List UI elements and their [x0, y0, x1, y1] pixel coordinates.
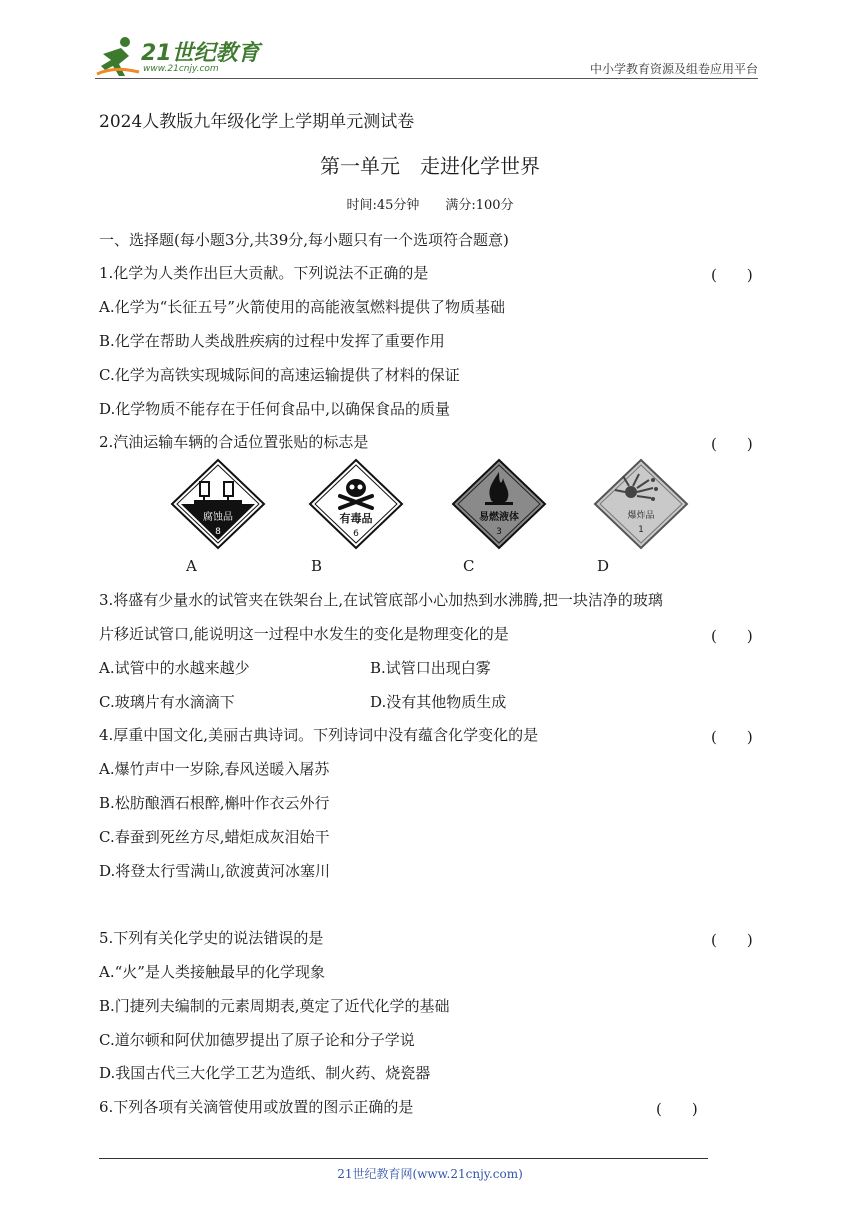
question-1-option-c: C.化学为高铁实现城际间的高速运输提供了材料的保证 — [99, 366, 460, 384]
site-logo — [95, 34, 265, 78]
question-3-option-d: D.没有其他物质生成 — [370, 693, 507, 711]
question-5-option-a: A.“火”是人类接触最早的化学现象 — [99, 963, 325, 981]
question-3-option-a: A.试管中的水越来越少 — [99, 659, 250, 677]
sign-label-a: A — [186, 557, 197, 575]
question-5-option-b: B.门捷列夫编制的元素周期表,奠定了近代化学的基础 — [99, 997, 450, 1015]
platform-name: 中小学教育资源及组卷应用平台 — [589, 62, 758, 76]
sign-label-d: D — [597, 557, 610, 575]
logo-url: www.21cnjy.com — [143, 64, 219, 74]
footer-divider — [99, 1158, 708, 1159]
sign-b-text: 有毒品 — [339, 512, 373, 525]
sign-a-number: 8 — [215, 527, 221, 537]
page-header — [95, 28, 758, 80]
question-5-stem: 5.下列有关化学史的说法错误的是 — [99, 929, 324, 947]
corrosive-sign-icon — [170, 458, 266, 550]
question-5-option-d: D.我国古代三大化学工艺为造纸、制火药、烧瓷器 — [99, 1064, 431, 1082]
toxic-sign-icon — [308, 458, 404, 550]
question-4-option-b: B.松肪酿酒石根醉,槲叶作衣云外行 — [99, 794, 330, 812]
sign-d-number: 1 — [638, 525, 644, 535]
question-3-option-c: C.玻璃片有水滴滴下 — [99, 693, 235, 711]
question-3-stem-line2: 片移近试管口,能说明这一过程中水发生的变化是物理变化的是 — [99, 625, 509, 643]
answer-blank: ( ) — [711, 266, 753, 284]
runner-logo-icon — [95, 34, 141, 78]
answer-blank: ( ) — [711, 728, 753, 746]
sign-b-number: 6 — [353, 529, 359, 539]
question-4-option-c: C.春蚕到死丝方尽,蜡炬成灰泪始干 — [99, 828, 330, 846]
question-4-option-a: A.爆竹声中一岁除,春风送暖入屠苏 — [99, 760, 330, 778]
sign-label-c: C — [463, 557, 475, 575]
sign-a-text: 腐蚀品 — [203, 512, 233, 523]
question-2-stem: 2.汽油运输车辆的合适位置张贴的标志是 — [99, 433, 369, 451]
question-1-option-a: A.化学为“长征五号”火箭使用的高能液氢燃料提供了物质基础 — [99, 298, 505, 316]
question-4-option-d: D.将登太行雪满山,欲渡黄河冰塞川 — [99, 862, 331, 880]
hazard-signs — [170, 458, 700, 550]
question-4-stem: 4.厚重中国文化,美丽古典诗词。下列诗词中没有蕴含化学变化的是 — [99, 726, 539, 744]
question-5-option-c: C.道尔顿和阿伏加德罗提出了原子论和分子学说 — [99, 1031, 415, 1049]
section-heading: 一、选择题(每小题3分,共39分,每小题只有一个选项符合题意) — [99, 231, 509, 249]
header-divider — [95, 78, 758, 79]
sign-d-text: 爆炸品 — [627, 511, 655, 521]
explosive-sign-icon — [593, 458, 689, 550]
answer-blank: ( ) — [656, 1100, 698, 1118]
answer-blank: ( ) — [711, 931, 753, 949]
footer-text: 21世纪教育网(www.21cnjy.com) — [337, 1167, 523, 1181]
flammable-liquid-sign-icon — [451, 458, 547, 550]
question-1-stem: 1.化学为人类作出巨大贡献。下列说法不正确的是 — [99, 264, 429, 282]
answer-blank: ( ) — [711, 627, 753, 645]
exam-time-score: 时间:45分钟 满分:100分 — [346, 198, 514, 213]
logo-text: 21世纪教育 — [141, 41, 260, 66]
question-6-stem: 6.下列各项有关滴管使用或放置的图示正确的是 — [99, 1098, 414, 1116]
sign-c-text: 易燃液体 — [479, 512, 519, 523]
sign-c-number: 3 — [496, 527, 502, 537]
question-3-stem-line1: 3.将盛有少量水的试管夹在铁架台上,在试管底部小心加热到水沸腾,把一块洁净的玻璃 — [99, 591, 663, 609]
sign-label-b: B — [311, 557, 323, 575]
document-title: 2024人教版九年级化学上学期单元测试卷 — [99, 112, 415, 132]
answer-blank: ( ) — [711, 435, 753, 453]
question-3-option-b: B.试管口出现白雾 — [370, 659, 491, 677]
unit-title: 第一单元 走进化学世界 — [320, 154, 540, 178]
question-1-option-b: B.化学在帮助人类战胜疾病的过程中发挥了重要作用 — [99, 332, 445, 350]
question-1-option-d: D.化学物质不能存在于任何食品中,以确保食品的质量 — [99, 400, 451, 418]
